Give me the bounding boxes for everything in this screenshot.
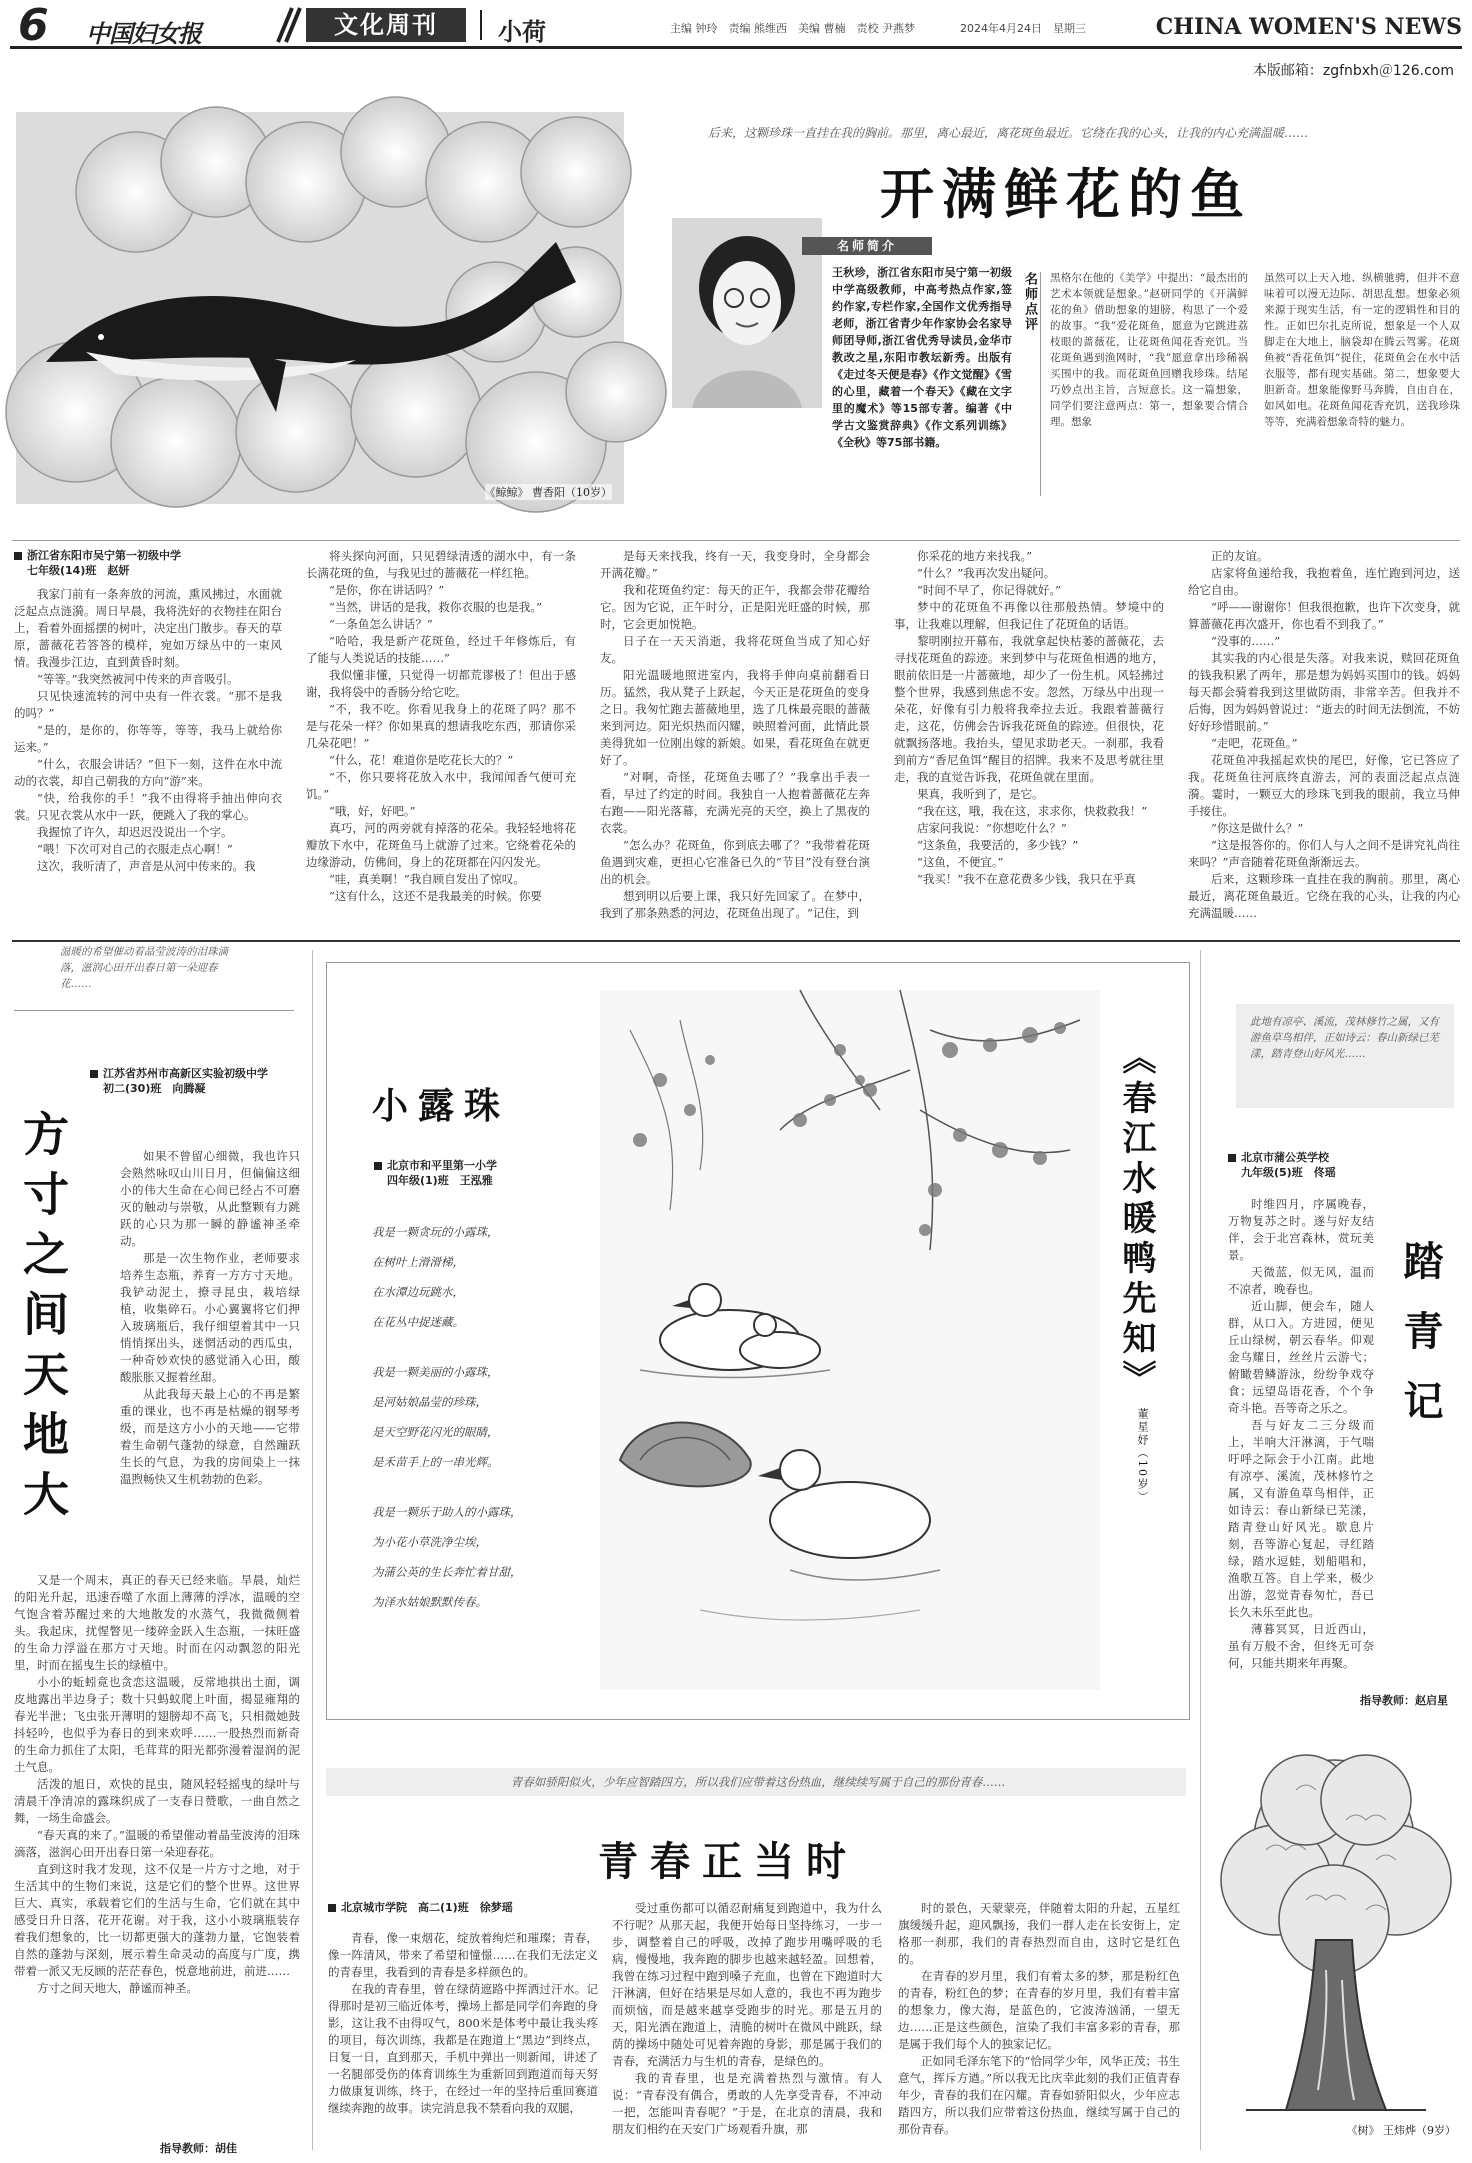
paragraph: 天微蓝，似无风，温而不凉者，晚春也。	[1228, 1265, 1374, 1296]
editors-line: 主编 钟玲 责编 熊维西 美编 曹楠 责校 尹燕梦	[670, 22, 915, 35]
paragraph: “是你，你在讲话吗？”	[329, 583, 445, 597]
fish-rule	[12, 540, 1460, 541]
byline-marker	[14, 552, 22, 560]
fangcun-author: 初二(30)班 向腾凝	[103, 1082, 206, 1095]
section-rule	[12, 940, 1460, 942]
mentor-comment-a: 黑格尔在他的《美学》中提出：“最杰出的艺术本领就是想象。”赵研同学的《开满鲜花的鱼》借助想象的翅膀，构思了一个爱的故事。“我”爱花斑鱼，愿意为它跳进荔枝眼的蔷薇花，让花斑鱼闻花香充饥。当花斑鱼遇到渔网时，“我”愿意拿出珍稀祸买围中的我。而花斑鱼回赠我珍珠。结尾巧妙点出主旨，言短意长。这一篇想象，同学们要注意两点：第一，想象要合情合理。想象	[1050, 272, 1248, 428]
paragraph: 只见快速流转的河中央有一件衣裳。“那不是我的吗？”	[14, 689, 282, 720]
fangcun-intro-rule	[14, 1010, 294, 1011]
paragraph: 果真，我听到了，是它。	[917, 787, 1044, 801]
youth-column-3	[898, 1900, 1180, 2154]
dew-title: 小露珠	[372, 1085, 511, 1127]
paragraph: 我握惊了许久，却迟迟没说出一个字。	[37, 825, 233, 839]
paragraph: 活泼的旭日，欢快的昆虫，随风轻轻摇曳的绿叶与清晨千净清凉的露珠织成了一支春日赞歌，一曲自然之舞，一场生命盛会。	[14, 1777, 300, 1825]
fish-school: 浙江省东阳市吴宁第一初级中学	[27, 549, 181, 562]
paragraph: 正如同毛泽东笔下的“恰同学少年，风华正茂；书生意气，挥斥方遒。”所以我无比庆幸此刻的我们正值青春年少，青春的我们在闪耀。青春如骄阳似火，少年应志踏四方，所以我们应带着这份热血，继续写属于自己的那份青春。	[898, 2054, 1180, 2136]
paragraph: 真巧，河的两旁就有掉落的花朵。我轻轻地将花瓣放下水中，花斑鱼马上就游了过来。它绕着花朵的边缘游动，仿佛间，身上的花斑都在闪闪发光。	[306, 821, 576, 869]
fangcun-school: 江苏省苏州市高新区实验初级中学	[103, 1067, 268, 1080]
ducks-painting	[600, 990, 1100, 1690]
dew-byline	[374, 1158, 594, 1188]
paragraph: “怎么办？花斑鱼，你到底去哪了？”我带着花斑鱼遇到灾难，更担心它准备已久的“节目”没有登台演出的机会。	[600, 838, 870, 886]
english-masthead: CHINA WOMEN'S NEWS	[1155, 14, 1462, 40]
paragraph: 店家将鱼递给我，我抱着鱼，连忙跑到河边，送给它自由。	[1188, 566, 1460, 597]
paragraph: 后来，这颗珍珠一直挂在我的胸前。那里，离心最近，离花斑鱼最近。它绕在我的心头，让我的内心充满温暖……	[1188, 872, 1460, 920]
paragraph: “等等。”我突然被河中传来的声音吸引。	[37, 672, 239, 686]
paragraph: “什么？”我再次发出疑问。	[917, 566, 1056, 580]
mentor-bio: 王秋珍，浙江省东阳市吴宁第一初级中学高级教师，中高考热点作家,签约作家,专栏作家,全国作文优秀指导老师，浙江省青少年作家协会名家导师团导师,浙江省优秀导读员,金华市教改之星,东阳市教坛新秀。出版有《走过冬天便是春》《作文觉醒》《雪的心里，藏着一个春天》《藏在文字里的魔术》等15部专著。编著《中学古文鉴赏辞典》《作文系列训练》《全秋》等75部书籍。	[832, 266, 1012, 449]
tree-drawing	[1206, 1730, 1462, 2140]
paragraph: 从此我每天最上心的不再是繁重的课业，也不再是枯燥的钢琴考级，而是这方小小的天地——它带着生命朝气蓬勃的绿意，自然蹦跃生长的气息，为我的房间染上一抹温煦畅快又生机勃勃的色彩。	[120, 1387, 300, 1486]
youth-author: 北京城市学院 高二(1)班 徐梦瑶	[341, 1901, 513, 1914]
paragraph: “快，给我你的手！”我不由得将手抽出伸向衣裳。只见衣裳从水中一跃，便跳入了我的掌心。	[14, 791, 282, 822]
paragraph: “喂！下次可对自己的衣服走点心啊！”	[37, 842, 233, 856]
taqing-title: 踏青记	[1397, 1240, 1444, 1450]
tree-caption: 《树》 王炜烨（9岁）	[1346, 2124, 1456, 2137]
paragraph: 方寸之间天地大，静谧而神圣。	[37, 1981, 198, 1995]
section-label: 文化周刊	[306, 8, 466, 42]
poem-line: 在花丛中捉迷藏。	[372, 1315, 464, 1329]
paragraph: 直到这时我才发现，这不仅是一片方寸之地，对于生活其中的生物们来说，这是它们的整个世界。这世界巨大、真实，承载着它们的生活与生命，它们就在其中感受日升日落，花开花谢。对于我，这小小玻璃瓶装存着我们想象的，比一切都更强大的蓬勃力量，它饱装着自然的蓬勃与深刻，展示着生命灵动的高度与广度，携带着一派又无反顾的茫茫春色，悦意地前进，前进……	[14, 1862, 300, 1978]
byline-marker	[328, 1904, 336, 1912]
fish-column-2	[306, 548, 576, 932]
paragraph: 在我的青春里，曾在绿荫遮路中挥洒过汗水。记得那时是初三临近体考，操场上都是同学们奔跑的身影，这让我不由得叹气，800米是体考中最让我头疼的项目，每次训练，我都是在跑道上“黑边”到终点，日复一日，直到那天，手机中弹出一则新闻，讲述了一名腿部受伤的体育训练生为重新回到跑道而每天努力做康复训练，终于，在经过一年的坚持后重回赛道继续奔跑的故事。读完消息我不禁看向我的双腿，	[328, 1982, 598, 2115]
fish-column-5	[1188, 548, 1460, 932]
byline-marker	[374, 1162, 382, 1170]
youth-column-2	[612, 1900, 882, 2154]
taqing-column	[1228, 1196, 1374, 1670]
paragraph: 将头探向河面，只见碧绿清透的湖水中，有一条长满花斑的鱼，与我见过的蔷薇花一样红艳。	[306, 549, 576, 580]
newspaper-logo: 中国妇女报	[86, 19, 201, 48]
page-email: 本版邮箱：zgfnbxh＠126.com	[1252, 63, 1454, 79]
taqing-intro: 此地有凉亭、溪流，茂林修竹之属，又有游鱼草鸟相伴，正如诗云：春山新绿已芜漾，踏青登山好风光……	[1250, 1016, 1439, 1060]
header-divider	[480, 10, 482, 40]
left-column-divider	[312, 950, 313, 2150]
paragraph: “我买！”我不在意花费多少钱，我只在乎真	[917, 872, 1136, 886]
paragraph: 花斑鱼冲我摇起欢快的尾巴，好像，它已答应了我。花斑鱼往河底终直游去，河的表面泛起点点涟漪。霎时，一颗豆大的珍珠飞到我的眼前，我立马伸手接住。	[1188, 753, 1460, 818]
poem-line: 在树叶上滑滑梯，	[372, 1255, 464, 1269]
paragraph: 我家门前有一条奔放的河流，熏风拂过，水面就泛起点点涟漪。周日早晨，我将洗好的衣物挂在阳台上，看着外面摇摆的树叶，决定出门散步。春天的草原，蔷薇花若答答的模样，宛如万绿丛中的一束风情。我漫步江边，直到黄昏时刻。	[14, 587, 282, 669]
paragraph: 想到明以后要上课，我只好先回家了。在梦中，我到了那条熟悉的河边，花斑鱼出现了。“记住，到	[600, 889, 870, 920]
fangcun-teacher: 指导教师：胡佳	[160, 2142, 237, 2155]
paragraph: “这是报答你的。你们人与人之间不是讲究礼尚往来吗？”声音随着花斑鱼渐渐远去。	[1188, 838, 1460, 869]
right-column-divider	[1200, 950, 1201, 2150]
paragraph: 我和花斑鱼约定：每天的正午，我都会带花瓣给它。因为它说，正午时分，正是阳光旺盛的时候，那时，它会更加悦艳。	[600, 583, 870, 631]
taqing-byline	[1228, 1150, 1428, 1180]
whale-illustration	[16, 112, 624, 504]
issue-date: 2024年4月24日 星期三	[960, 22, 1086, 35]
paragraph: “没事的……”	[1211, 634, 1281, 648]
paragraph: “一条鱼怎么讲话？”	[329, 617, 433, 631]
poem-line: 是禾苗手上的一串光辉。	[372, 1455, 499, 1469]
paragraph: “不，你只要将花放入水中，我闻闻香气便可充饥。”	[306, 770, 576, 801]
fish-column-1	[14, 586, 282, 932]
paragraph: “这条鱼，我要活的，多少钱？”	[917, 838, 1079, 852]
paragraph: 又是一个周末，真正的春天已经来临。旱晨，灿烂的阳光升起，迅速吞噬了水面上薄薄的浮冰，温暖的空气饱含着苏醒过来的大地散发的水蒸气，我微微侧着头。我起床，扰惺瞥见一缕碎金跃入生态瓶，一抹旺盛的生命力浮溢在那方寸天地。时而在闪动飘忽的阳光里，时而在摇曳生长的绿植中。	[14, 1573, 300, 1672]
paragraph: 阳光温暖地照进室内，我将手伸向桌前翻看日历。猛然，我从凳子上跃起，今天正是花斑鱼的变身之日。我匆忙跑去蔷薇地里，选了几株最亮眼的蔷薇来到河边。阳光炽热而闪耀，映照着河面，此情此景美得犹如一位刚出嫁的新娘。如果，看花斑鱼在就更好了。	[600, 668, 870, 767]
fangcun-intro: 温暖的希望催动着晶莹波涛的泪珠滴落，滋润心田开出春日第一朵迎春花……	[60, 946, 228, 990]
fangcun-byline	[90, 1066, 290, 1096]
fangcun-title: 方寸之间天地大	[16, 1110, 70, 1530]
paragraph: 我似懂非懂，只觉得一切都荒谬极了！但出于感谢，我将袋中的香肠分给它吃。	[306, 668, 576, 699]
paragraph: “时间不早了，你记得就好。”	[917, 583, 1062, 597]
youth-intro: 青春如骄阳似火，少年应智踏四方，所以我们应带着这份热血，继续续写属于自己的那份青春……	[510, 1775, 1006, 1789]
fish-author: 七年级(14)班 赵妍	[27, 564, 130, 577]
taqing-school: 北京市蒲公英学校	[1241, 1151, 1329, 1164]
paragraph: “是的，是你的，你等等，等等，我马上就给你运来。”	[14, 723, 282, 754]
paragraph: “春天真的来了。”温暖的希望催动着晶莹波涛的泪珠滴落，滋润心田开出春日第一朵迎春花。	[14, 1828, 300, 1859]
painting-title: 《春江水暖鸭先知》	[1116, 1040, 1156, 1400]
page-header	[10, 0, 1462, 51]
paragraph: 正的友谊。	[1211, 549, 1269, 563]
paragraph: 你采花的地方来找我。”	[917, 549, 1033, 563]
fish-byline	[14, 548, 284, 578]
paragraph: 店家问我说：“你想吃什么？”	[917, 821, 1067, 835]
mentor-label: 名师简介	[802, 237, 932, 255]
youth-title: 青春正当时	[598, 1838, 858, 1885]
header-slash-divider	[270, 8, 300, 42]
youth-byline	[328, 1900, 608, 1915]
paragraph: 时的景色，天蒙蒙亮，伴随着太阳的升起，五星红旗缓缓升起，迎风飘扬，我们一群人走在长安街上，定格那一刹那，我们的青春热烈而自由，这时它是红色的。	[898, 1901, 1180, 1966]
comment-divider-a	[1040, 272, 1041, 496]
page-number: 6	[18, 0, 49, 51]
taqing-author: 九年级(5)班 佟瑶	[1241, 1166, 1336, 1179]
mentor-portrait	[672, 218, 822, 408]
byline-marker	[90, 1070, 98, 1078]
taqing-teacher: 指导教师：赵启星	[1360, 1694, 1448, 1707]
paragraph: 受过重伤都可以循忍耐痛复到跑道中，我为什么不行呢？从那天起，我便开始每日坚持练习，一步一步，调整着自己的呼吸，改掉了跑步用嘴呼吸的毛病，慢慢地，我奔跑的脚步也越来越轻盈。回想着，我曾在练习过程中跑到嗓子充血，也曾在下跑道时大汗淋漓，但好在结果是尽如人意的，我也不再为跑步而烦恼，而是越来越享受跑步的时光。那是五月的天，阳光洒在跑道上，清脆的树叶在微风中跳跃，绿荫的操场中随处可见着奔跑的身影，那是属于我们的青春，充满活力与生机的青春，是绿色的。	[612, 1901, 882, 2068]
paragraph: 这次，我听清了，声音是从河中传来的。我	[37, 859, 256, 873]
comment-label: 名师点评	[1022, 272, 1037, 332]
paragraph: “呼——谢谢你！但我很抱歉，也许下次变身，就算蔷薇花再次盛开，你也看不到我了。”	[1188, 600, 1460, 631]
fish-column-3	[600, 548, 870, 932]
poem-line: 为小花小草洗净尘埃，	[372, 1535, 487, 1549]
paragraph: 梦中的花斑鱼不再像以往那般热情。梦境中的事，让我难以理解，但我记住了花斑鱼的话语。	[894, 600, 1164, 631]
fish-column-4	[894, 548, 1164, 932]
paragraph: 黎明刚拉开幕布，我就拿起快枯萎的蔷薇花，去寻找花斑鱼的踪迹。来到梦中与花斑鱼相遇的地方，眼前依旧是一片蔷薇地，却少了一份生机。风轻拂过整个世界，我感到焦虑不安。忽然，万绿丛中出现一朵花，好像有引力般将我牵拉去近。我跟着蔷薇行走，这花，仿佛会告诉我花斑鱼的踪迹。但很快，花就飘扬落地。我抬头，望见求助老天。一刹那，我看到前方“香尼鱼饵”醒目的招牌。我来不及思考就往里走，我的直觉告诉我，花斑鱼就在里面。	[894, 634, 1164, 784]
paragraph: “什么，花！难道你是吃花长大的？”	[329, 753, 514, 767]
paragraph: “哈哈，我是新产花斑鱼，经过千年修炼后，有了能与人类说话的技能……”	[306, 634, 576, 665]
paragraph: “对啊，奇怪，花斑鱼去哪了？”我拿出手表一看，早过了约定的时间。我独自一人抱着蔷薇花左奔右跑——阳光落幕，充满光亮的天空，换上了黑夜的衣裳。	[600, 770, 870, 835]
fish-title: 开满鲜花的鱼	[880, 162, 1252, 226]
fangcun-column-top	[120, 1148, 300, 1568]
fish-intro: 后来，这颗珍珠一直挂在我的胸前。那里，离心最近，离花斑鱼最近。它绕在我的心头，让我的内心充满温暖……	[708, 126, 1309, 140]
paragraph: “什么，衣服会讲话？”但下一刻，这件在水中流动的衣裳，却自己朝我的方向“游”来。	[14, 757, 282, 788]
paragraph: 近山脚，便会车，随人群，从口入。方进园，便见丘山绿树，朝云春华。仰观金乌耀日，丝丝片云游弋；俯瞰碧鳞游泳，纷纷争戏夺食；远望岛语花香，个个争奇斗艳。吾等奇之乐之。	[1228, 1299, 1374, 1415]
paragraph: 吾与好友二三分级而上，半响大汗淋漓，于气喘吁呼之际会于小江南。此地有凉亭、溪流，茂林修竹之属，又有游鱼草鸟相伴，正如诗云：春山新绿已芜漾，踏青登山好风光。歇息片刻，吾等游心复起，寻红踏绿，踏水逗蛙，划船唱和，渔歌互答。自上学来，极少出游，忽觉青春匆忙，吾已长久未乐至此也。	[1228, 1418, 1374, 1619]
paragraph: “当然，讲话的是我，救你衣服的也是我。”	[329, 600, 543, 614]
paragraph: “这有什么，这还不是我最美的时候。你要	[329, 889, 542, 903]
paragraph: 时维四月，序属晚春，万物复苏之时。遂与好友结伴，会于北宫森林，赏玩美景。	[1228, 1197, 1374, 1262]
paragraph: 那是一次生物作业，老师要求培养生态瓶，养育一方方寸天地。我铲动泥土，撩寻昆虫，栽培绿植，收集碎石。小心翼翼将它们押入玻璃瓶后，我仔细望着其中一只悄悄探出头，迷惘活动的西瓜虫，一种奇妙欢快的感觉涌入心田，酸酸胀胀又握着丝甜。	[120, 1251, 300, 1384]
paragraph: “走吧，花斑鱼。”	[1211, 736, 1298, 750]
paragraph: “不，我不吃。你看见我身上的花斑了吗？那不是与花朵一样？你如果真的想请我吃东西，那请你采几朵花吧！”	[306, 702, 576, 750]
fangcun-column-bottom	[14, 1572, 300, 2120]
poem-line: 我是一颗美丽的小露珠，	[372, 1365, 499, 1379]
paragraph: 小小的蚯蚓竟也贪恋这温暖，反常地拱出土面，调皮地露出半边身子；数十只蚂蚁爬上叶面，揭显雍翔的春光半泄；飞虫张开薄明的翅膀却不高飞，只相微她鼓抖轻吟，也似乎为春日的到来欢呼……一股热烈而新奇的生命力抓住了太阳，毛茸茸的阳光都弥漫着湿润的泥土气息。	[14, 1675, 300, 1774]
byline-marker	[1228, 1154, 1236, 1162]
paragraph: 青春，像一束烟花，绽放着绚烂和璀璨；青春，像一阵清风，带来了希望和憧憬……在我们无法定义的青春里，我看到的青春是多样颜色的。	[328, 1931, 598, 1979]
dew-poem	[372, 1224, 592, 1624]
paragraph: “哇，真美啊！”我自顾自发出了惊叹。	[329, 872, 525, 886]
paragraph: 其实我的内心很是失落。对我来说，赎回花斑鱼的钱我积累了两年，那是想为妈妈买围巾的钱。妈妈每天都会骑着我到这里做防雨，非常辛苦。但我并不后悔，因为妈妈曾说过：“逝去的时间无法倒流，不妨好好珍惜眼前。”	[1188, 651, 1460, 733]
poem-line: 在水潭边玩跳水，	[372, 1285, 464, 1299]
paragraph: “哦，好，好吧。”	[329, 804, 416, 818]
paragraph: “这鱼，不便宜。”	[917, 855, 1004, 869]
paragraph: “你这是做什么？”	[1211, 821, 1304, 835]
paragraph: 在青春的岁月里，我们有着太多的梦，那是粉红色的青春，粉红色的梦；在青春的岁月里，我们有着丰富的想象力，像大海，是蓝色的，它波涛汹涌，一望无边……正是这些颜色，渲染了我们丰富多彩的青春，那是属于我们每个人的独家记忆。	[898, 1969, 1180, 2051]
paragraph: 薄暮冥冥，日近西山，虽有万般不舍，但终无可奈何，只能共期来年再聚。	[1228, 1622, 1374, 1670]
poem-line: 是河姑娘晶莹的珍珠，	[372, 1395, 487, 1409]
painting-artist: 董星妤（10岁）	[1136, 1408, 1149, 1504]
mentor-comment-b: 虽然可以上天入地、纵横驰骋，但并不意味着可以漫无边际、胡思乱想。想象必须来源于现实生活，有一定的逻辑性和目的性。正如巴尔扎克所说，想象是一个人双脚走在大地上，脑袋却在腾云驾雾。花斑鱼被“香花鱼饵”捉住，花斑鱼会在水中活衣服等，都有现实基础。第二，想象要大胆新奇。想象能像野马奔腾，自由自在，如风如电。花斑鱼闻花香充饥，送我珍珠等等，充满着想象奇特的魅力。	[1264, 272, 1460, 428]
dew-school: 北京市和平里第一小学	[387, 1159, 497, 1172]
dew-author: 四年级(1)班 王泓雅	[387, 1174, 493, 1187]
paragraph: 如果不曾留心细微，我也许只会熟然咏叹山川日月，但偏偏这细小的伟大生命在心间已经占不可磨灭的触动与崇敬，从此整颗有力跳跃的心只为那一瞬的静谧神圣牵动。	[120, 1149, 300, 1248]
poem-line: 我是一颗乐于助人的小露珠，	[372, 1505, 522, 1519]
paragraph: “我在这，哦，我在这，求求你，快救救我！”	[917, 804, 1148, 818]
paragraph: 是每天来找我，终有一天，我变身时，全身都会开满花瓣。”	[600, 549, 870, 580]
paragraph: 我的青春里，也是充满着热烈与激情。有人说：“青春没有偶合，勇敢的人先享受青春，不冲动一把，怎能叫青春呢？”于是，在北京的清晨，我和朋友们相约在天安门广场观看升旗，那	[612, 2071, 882, 2136]
whale-caption: 《鲸鲸》 曹香阳（10岁）	[484, 486, 612, 499]
poem-line: 为蒲公英的生长奔忙着甘甜，	[372, 1565, 522, 1579]
poem-line: 是天空野花闪光的眼睛，	[372, 1425, 499, 1439]
poem-line: 为泽水姑娘默默传春。	[372, 1595, 487, 1609]
paragraph: 日子在一天天消逝，我将花斑鱼当成了知心好友。	[600, 634, 870, 665]
poem-line: 我是一颗贪玩的小露珠，	[372, 1225, 499, 1239]
youth-column-1	[328, 1930, 598, 2154]
subsection-label: 小荷	[498, 17, 546, 46]
